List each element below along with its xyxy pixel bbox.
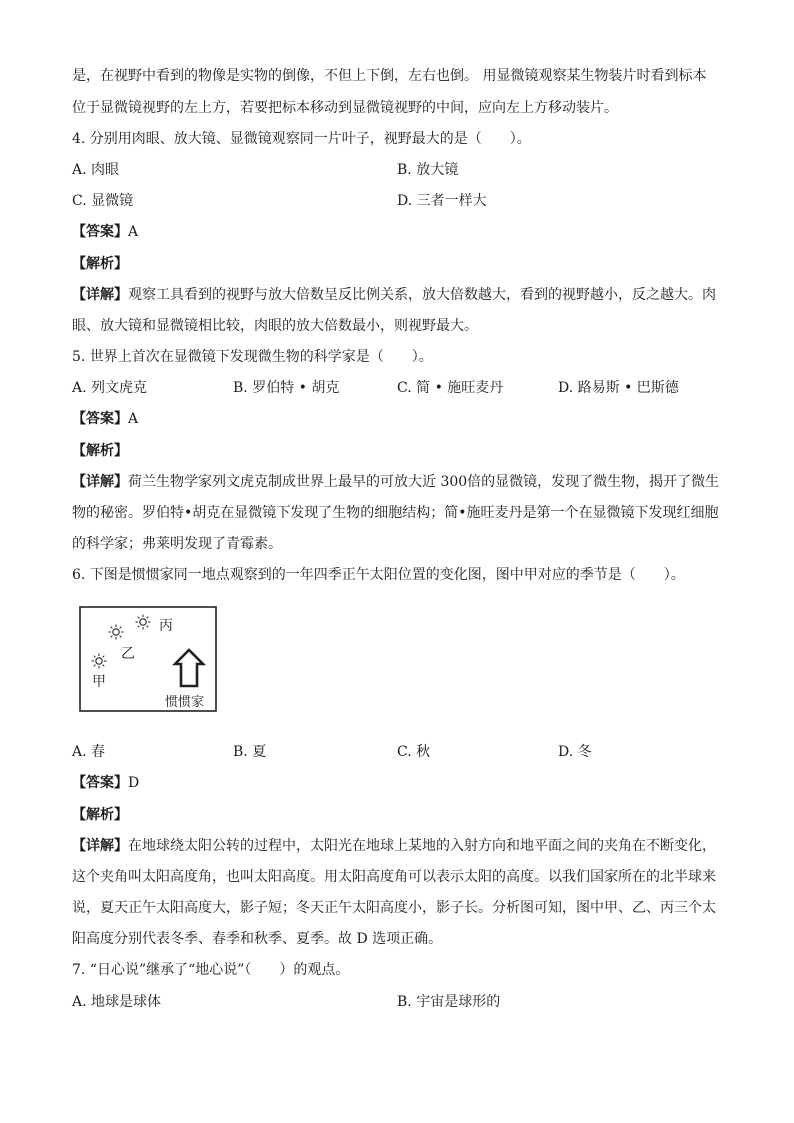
q5-detail-line: 物的秘密。罗伯特•胡克在显微镜下发现了生物的细胞结构；简•施旺麦丹是第一个在显微镜下发现红细胞 [72, 505, 719, 521]
q5-option-b: B. 罗伯特 • 胡克 [233, 380, 340, 396]
q5-detail-line: 的科学家；弗莱明发现了青霉素。 [72, 536, 282, 552]
label-bing: 丙 [159, 618, 173, 634]
q4-option-a: A. 肉眼 [72, 162, 120, 178]
q5-answer [72, 409, 138, 429]
question-6-stem: 6. 下图是惯惯家同一地点观察到的一年四季正午太阳位置的变化图，图中甲对应的季节是（ ）。 [72, 567, 685, 583]
house-arrow-icon [175, 650, 203, 686]
q5-analysis-tag: 【解析】 [72, 443, 128, 459]
sun-icon [109, 625, 124, 640]
q7-option-a: A. 地球是球体 [72, 994, 162, 1010]
answer-tag: 【答案】 [72, 411, 128, 427]
answer-value: A [128, 411, 139, 427]
q6-detail-line [72, 836, 716, 856]
q4-detail-line [72, 285, 716, 305]
q4-option-d: D. 三者一样大 [397, 193, 487, 209]
q6-detail-line: 这个夹角叫太阳高度角，也叫太阳高度。用太阳高度角可以表示太阳的高度。以我们国家所在的北半球来 [72, 869, 716, 885]
sun-icon [136, 615, 151, 630]
q5-option-a: A. 列文虎克 [72, 380, 148, 396]
answer-value: D [128, 775, 140, 791]
q6-answer [72, 773, 139, 793]
sun-icon [92, 654, 107, 669]
detail-text: 荷兰生物学家列文虎克制成世界上最早的可放大近 300倍的显微镜，发现了微生物，揭开了微生 [128, 474, 720, 490]
q6-detail-line: 说，夏天正午太阳高度大，影子短；冬天正午太阳高度小，影子长。分析图可知，图中甲、乙、丙三个太 [72, 900, 716, 916]
q6-detail-line: 阳高度分别代表冬季、春季和秋季、夏季。故 D 选项正确。 [72, 931, 443, 947]
label-jia: 甲 [92, 674, 106, 690]
detail-tag: 【详解】 [72, 838, 128, 854]
q4-analysis-tag: 【解析】 [72, 256, 128, 272]
paragraph-line: 是，在视野中看到的物像是实物的倒像，不但上下倒，左右也倒。 用显微镜观察某生物装片时看到标本 [72, 68, 707, 84]
q6-option-d: D. 冬 [558, 744, 592, 760]
q7-option-b: B. 宇宙是球形的 [397, 994, 501, 1010]
label-house: 惯惯家 [165, 695, 205, 710]
detail-tag: 【详解】 [72, 474, 128, 490]
q5-option-d: D. 路易斯 • 巴斯德 [558, 380, 679, 396]
sun-position-figure [79, 606, 217, 712]
q5-detail-line [72, 472, 719, 492]
paragraph-line: 位于显微镜视野的左上方，若要把标本移动到显微镜视野的中间，应向左上方移动装片。 [72, 100, 618, 116]
q6-option-b: B. 夏 [233, 744, 267, 760]
q5-option-c: C. 简 • 施旺麦丹 [397, 380, 504, 396]
detail-text: 在地球绕太阳公转的过程中，太阳光在地球上某地的入射方向和地平面之间的夹角在不断变化， [128, 838, 716, 854]
q4-option-c: C. 显微镜 [72, 193, 134, 209]
q4-detail-line: 眼、放大镜和显微镜相比较，肉眼的放大倍数最小，则视野最大。 [72, 318, 478, 334]
q6-option-c: C. 秋 [397, 744, 431, 760]
answer-tag: 【答案】 [72, 775, 128, 791]
question-4-stem: 4. 分别用肉眼、放大镜、显微镜观察同一片叶子，视野最大的是（ ）。 [72, 131, 531, 147]
detail-tag: 【详解】 [72, 287, 128, 303]
q4-answer [72, 222, 138, 242]
q6-analysis-tag: 【解析】 [72, 807, 128, 823]
question-5-stem: 5. 世界上首次在显微镜下发现微生物的科学家是（ ）。 [72, 349, 433, 365]
question-7-stem: 7. “日心说”继承了“地心说”（ ）的观点。 [72, 962, 350, 978]
q6-option-a: A. 春 [72, 744, 106, 760]
detail-text: 观察工具看到的视野与放大倍数呈反比例关系，放大倍数越大，看到的视野越小，反之越大。肉 [128, 287, 716, 303]
answer-tag: 【答案】 [72, 224, 128, 240]
q4-option-b: B. 放大镜 [397, 162, 459, 178]
label-yi: 乙 [121, 646, 135, 662]
answer-value: A [128, 224, 139, 240]
